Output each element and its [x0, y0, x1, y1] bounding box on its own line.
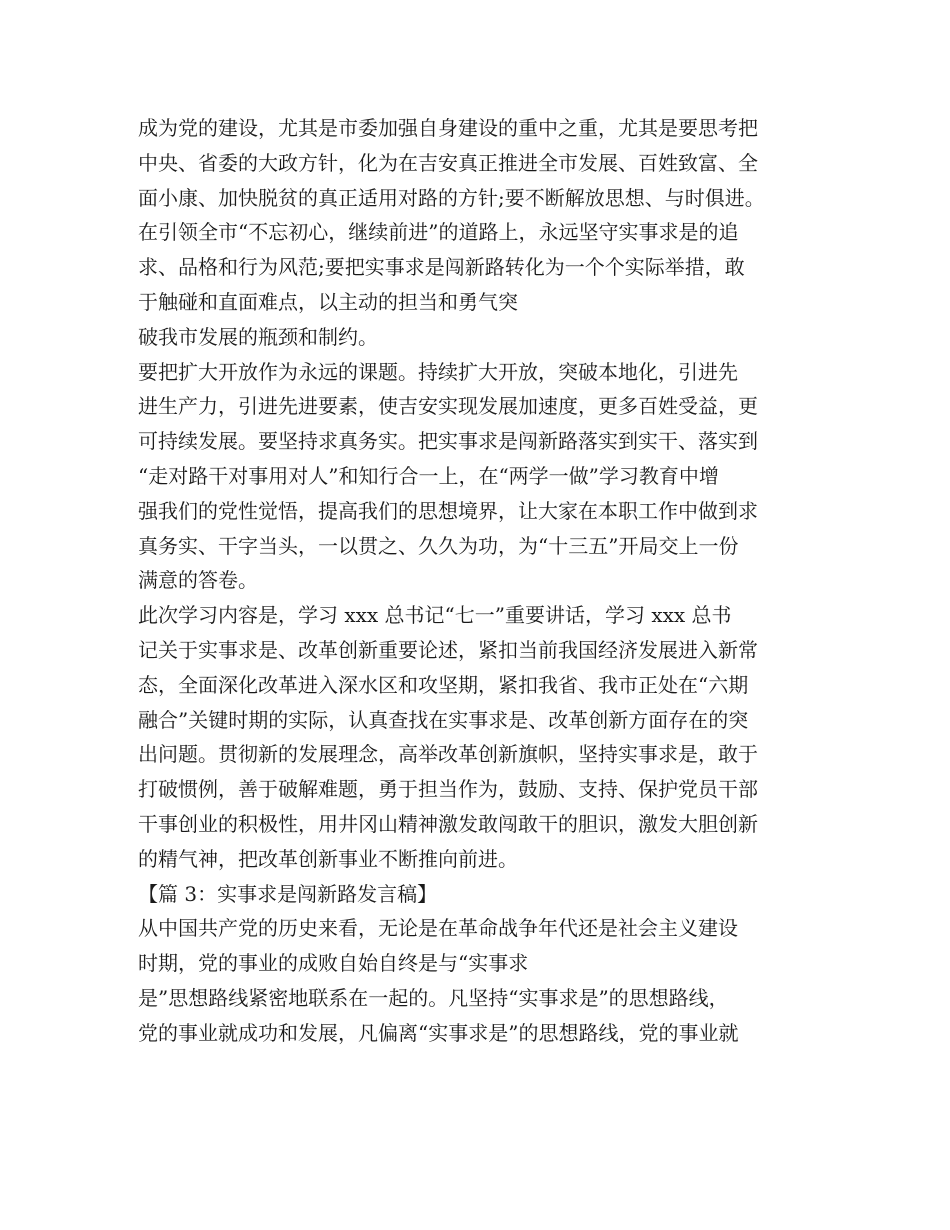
text-line: 可持续发展。要坚持求真务实。把实事求是闯新路落实到实干、落实到 [138, 429, 758, 454]
text-line: 态，全面深化改革进入深水区和攻坚期，紧扣我省、我市正处在“六期 [138, 672, 749, 697]
text-line: 是”思想路线紧密地联系在一起的。凡坚持“实事求是”的思想路线， [138, 985, 729, 1010]
text-line: 强我们的党性觉悟，提高我们的思想境界，让大家在本职工作中做到求 [138, 498, 758, 523]
text-line: 出问题。贯彻新的发展理念，高举改革创新旗帜，坚持实事求是，敢于 [138, 742, 758, 767]
text-line: 的精气神，把改革创新事业不断推向前进。 [138, 846, 518, 871]
text-line: “走对路干对事用对人”和知行合一上，在“两学一做”学习教育中增 [138, 463, 719, 488]
text-line: 真务实、干字当头，一以贯之、久久为功，为“十三五”开局交上一份 [138, 533, 739, 558]
text-line: 此次学习内容是，学习 xxx 总书记“七一”重要讲话，学习 xxx 总书 [138, 603, 732, 628]
text-line: 面小康、加快脱贫的真正适用对路的方针;要不断解放思想、与时俱进。 [138, 185, 765, 210]
text-line: 在引领全市“不忘初心，继续前进”的道路上，永远坚守实事求是的追 [138, 220, 739, 245]
text-line: 要把扩大开放作为永远的课题。持续扩大开放，突破本地化，引进先 [138, 359, 738, 384]
text-line: 求、品格和行为风范;要把实事求是闯新路转化为一个个实际举措，敢 [138, 255, 745, 280]
text-line: 融合”关键时期的实际，认真查找在实事求是、改革创新方面存在的突 [138, 707, 749, 732]
text-line: 党的事业就成功和发展，凡偏离“实事求是”的思想路线，党的事业就 [138, 1020, 739, 1045]
section-heading: 【篇 3：实事求是闯新路发言稿】 [138, 881, 438, 906]
text-line: 从中国共产党的历史来看，无论是在革命战争年代还是社会主义建设 [138, 916, 738, 941]
text-line: 记关于实事求是、改革创新重要论述，紧扣当前我国经济发展进入新常 [138, 637, 758, 662]
text-line: 打破惯例，善于破解难题，勇于担当作为，鼓励、支持、保护党员干部 [138, 777, 758, 802]
text-line: 进生产力，引进先进要素，使吉安实现发展加速度，更多百姓受益，更 [138, 394, 758, 419]
text-line: 干事创业的积极性，用井冈山精神激发敢闯敢干的胆识，激发大胆创新 [138, 811, 758, 836]
text-line: 满意的答卷。 [138, 568, 258, 593]
text-line: 时期，党的事业的成败自始自终是与“实事求 [138, 951, 529, 976]
text-line: 成为党的建设，尤其是市委加强自身建设的重中之重，尤其是要思考把 [138, 116, 758, 140]
text-line: 破我市发展的瓶颈和制约。 [138, 324, 378, 349]
text-line: 中央、省委的大政方针，化为在吉安真正推进全市发展、百姓致富、全 [138, 150, 758, 175]
document-body [138, 111, 828, 1051]
text-line: 于触碰和直面难点，以主动的担当和勇气突 [138, 289, 518, 314]
